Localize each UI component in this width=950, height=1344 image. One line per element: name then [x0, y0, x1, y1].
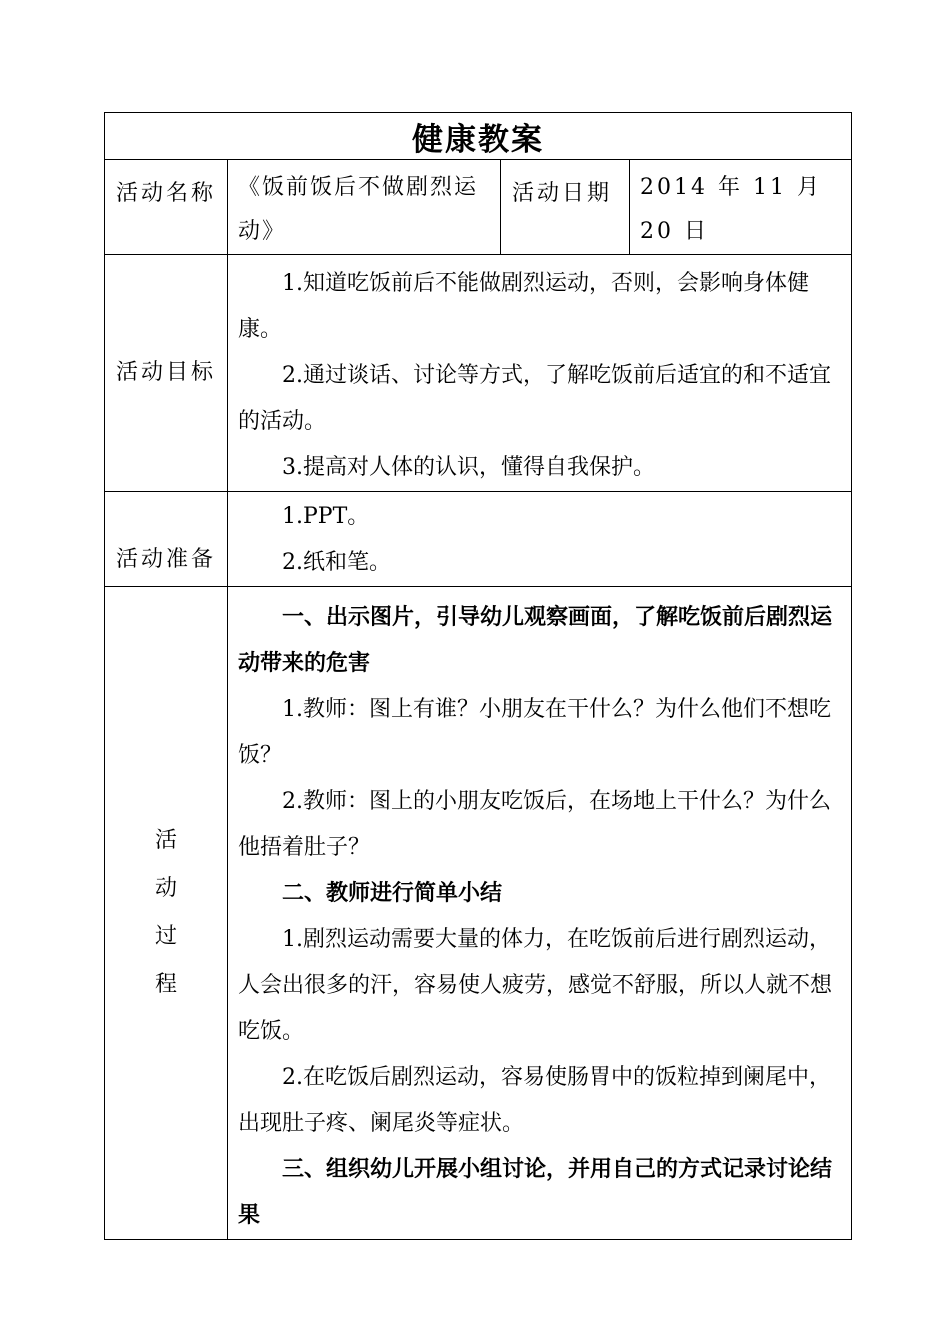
lesson-plan-sheet	[104, 112, 851, 1240]
prep-item: 2.纸和笔。	[282, 550, 391, 575]
process-content	[228, 587, 852, 1240]
title-cell	[105, 113, 852, 160]
section-heading: 一、出示图片，引导幼儿观察画面，了解吃饭前后剧烈运动带来的危害	[238, 605, 833, 676]
process-paragraph: 1.教师：图上有谁？小朋友在干什么？为什么他们不想吃饭？	[238, 697, 831, 768]
process-label-char: 动	[154, 876, 177, 901]
process-label-char: 程	[154, 972, 177, 997]
goals-label: 活动目标	[105, 255, 228, 492]
page-title: 健康教案	[412, 121, 544, 158]
process-paragraph: 1.剧烈运动需要大量的体力，在吃饭前后进行剧烈运动，人会出很多的汗，容易使人疲劳，感觉不舒服，所以人就不想吃饭。	[238, 927, 833, 1044]
process-paragraph: 2.在吃饭后剧烈运动，容易使肠胃中的饭粒掉到阑尾中，出现肚子疼、阑尾炎等症状。	[238, 1065, 831, 1136]
lesson-plan-table	[104, 112, 852, 1240]
activity-date-label: 活动日期	[501, 160, 630, 255]
prep-content	[228, 492, 852, 587]
goal-item: 1.知道吃饭前后不能做剧烈运动，否则，会影响身体健康。	[238, 271, 809, 342]
goals-content	[228, 255, 852, 492]
activity-date-value: 2014 年 11 月 20 日	[630, 160, 852, 255]
section-heading: 二、教师进行简单小结	[282, 881, 503, 906]
process-label-char: 活	[154, 828, 177, 853]
goal-item: 2.通过谈话、讨论等方式，了解吃饭前后适宜的和不适宜的活动。	[238, 363, 831, 434]
prep-label: 活动准备	[105, 492, 228, 587]
process-row	[105, 587, 852, 1240]
section-heading: 三、组织幼儿开展小组讨论，并用自己的方式记录讨论结果	[238, 1157, 833, 1228]
process-label	[105, 587, 228, 1240]
prep-row	[105, 492, 852, 587]
goals-row	[105, 255, 852, 492]
process-paragraph: 2.教师：图上的小朋友吃饭后，在场地上干什么？为什么他捂着肚子？	[238, 789, 831, 860]
process-label-char: 过	[154, 924, 177, 949]
title-row	[105, 113, 852, 160]
prep-item: 1.PPT。	[282, 504, 370, 529]
goal-item: 3.提高对人体的认识，懂得自我保护。	[282, 455, 655, 480]
activity-name-label: 活动名称	[105, 160, 228, 255]
header-row	[105, 160, 852, 255]
activity-name-value: 《饭前饭后不做剧烈运动》	[228, 160, 501, 255]
